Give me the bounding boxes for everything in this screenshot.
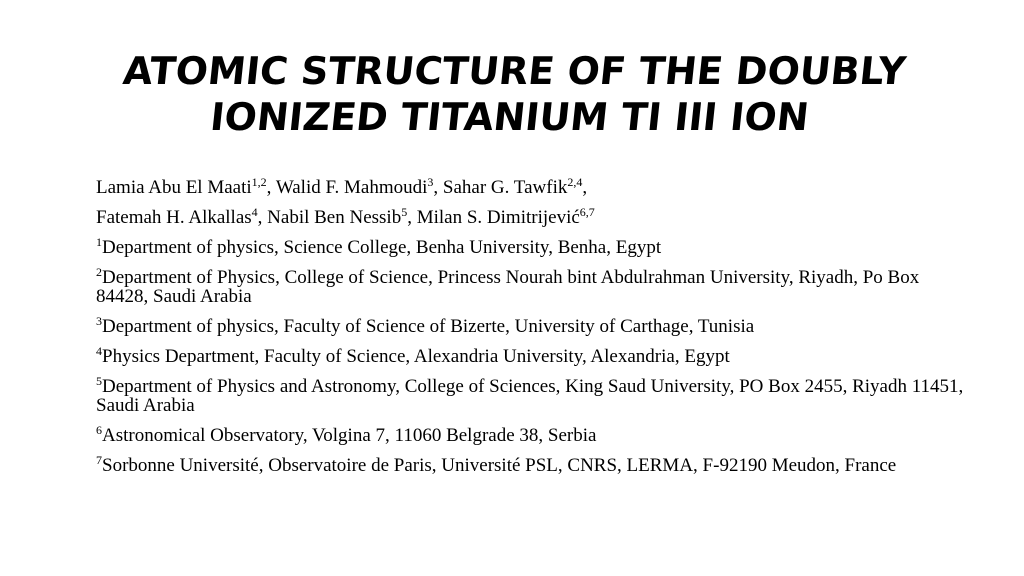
affiliation-number: 1 [96, 235, 102, 249]
author-name: Walid F. Mahmoudi [275, 177, 428, 198]
affiliation-number: 2 [96, 265, 102, 279]
author-name: Milan S. Dimitrijević [416, 207, 580, 228]
affiliation-text: Department of Physics, College of Science, Princess Nourah bint Abdulrahman University, Riyadh, Po Box 84428, Saudi Arabia [96, 267, 920, 307]
authors-line-2 [96, 205, 976, 228]
author-affiliation-sup: 5 [401, 205, 408, 219]
affiliation-item [96, 374, 976, 416]
affiliation-number: 6 [96, 423, 102, 437]
affiliation-item [96, 235, 976, 258]
affiliation-text: Department of Physics and Astronomy, College of Sciences, King Saud University, PO Box 2455, Riyadh 11451, Saudi Arabia [96, 376, 964, 416]
affiliation-text: Department of physics, Science College, Benha University, Benha, Egypt [102, 237, 662, 258]
affiliation-item [96, 344, 976, 367]
title-line-2: IONIZED TITANIUM TI III ION [208, 95, 811, 139]
author-affiliation-sup: 6,7 [579, 205, 595, 219]
author-affiliation-sup: 2,4 [567, 175, 583, 189]
slide-body [96, 175, 976, 486]
affiliation-number: 4 [96, 344, 102, 358]
author-affiliation-sup: 1,2 [251, 175, 267, 189]
slide-title [55, 48, 969, 140]
affiliation-number: 3 [96, 314, 102, 328]
affiliation-number: 5 [96, 374, 102, 388]
affiliation-item [96, 265, 976, 307]
author-name: Fatemah H. Alkallas [96, 207, 252, 228]
title-line-1: ATOMIC STRUCTURE OF THE DOUBLY [121, 49, 908, 93]
affiliation-text: Sorbonne Université, Observatoire de Paris, Université PSL, CNRS, LERMA, F-92190 Meudon, France [102, 455, 897, 476]
author-separator: , [433, 177, 443, 198]
author-separator: , [407, 207, 417, 228]
author-affiliation-sup: 4 [251, 205, 258, 219]
author-separator: , [257, 207, 268, 228]
affiliation-text: Astronomical Observatory, Volgina 7, 11060 Belgrade 38, Serbia [102, 425, 597, 446]
authors-line-1 [96, 175, 976, 198]
author-name: Lamia Abu El Maati [96, 177, 252, 198]
affiliation-text: Department of physics, Faculty of Science of Bizerte, University of Carthage, Tunisia [102, 316, 755, 337]
affiliation-item [96, 423, 976, 446]
author-name: Nabil Ben Nessib [267, 207, 402, 228]
author-separator: , [266, 177, 276, 198]
author-separator: , [582, 177, 588, 198]
author-name: Sahar G. Tawfik [442, 177, 568, 198]
affiliation-number: 7 [96, 453, 102, 467]
author-affiliation-sup: 3 [427, 175, 434, 189]
affiliation-item [96, 314, 976, 337]
affiliation-text: Physics Department, Faculty of Science, Alexandria University, Alexandria, Egypt [102, 346, 730, 367]
affiliation-item [96, 453, 976, 476]
